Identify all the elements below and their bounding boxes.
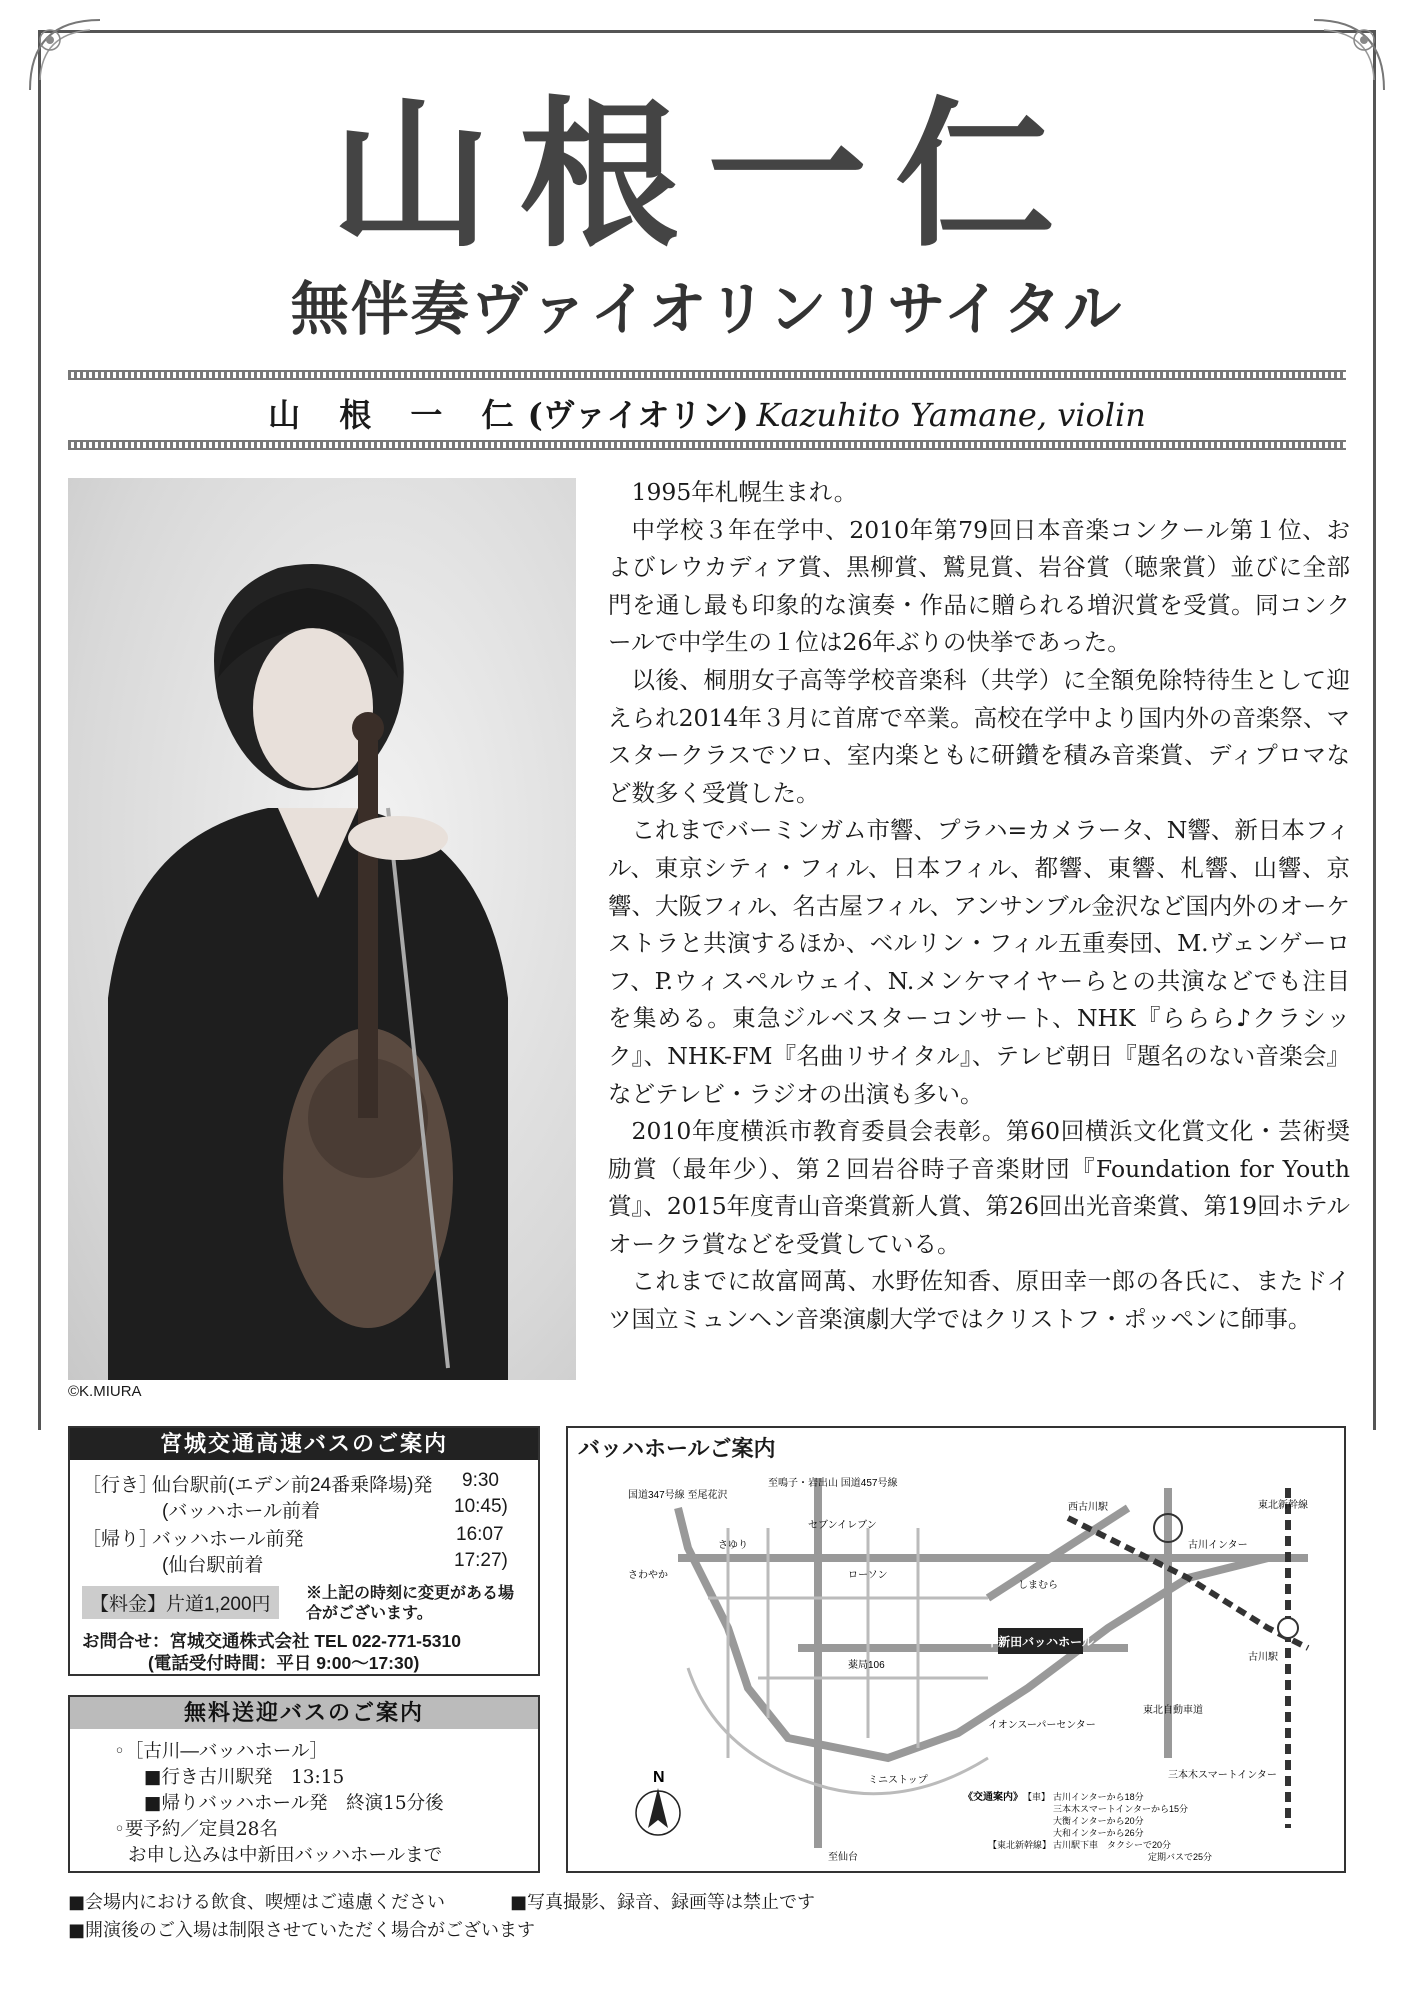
- note-no-food: ■会場内における飲食、喫煙はご遠慮ください: [68, 1892, 446, 1913]
- access-line-6: 定期バスで25分: [1148, 1852, 1213, 1862]
- highway-bus-title: 宮城交通高速バスのご案内: [70, 1428, 538, 1460]
- bio-paragraph: 2010年度横浜市教育委員会表彰。第60回横浜文化賞文化・芸術奨励賞（最年少）、第２回岩谷時子音楽財団『Foundation for Youth 賞』、2015年度青山音楽賞新人賞、第26回出光音楽賞、第19回ホテルオークラ賞などを受賞している。: [608, 1117, 1350, 1258]
- bio-paragraph: これまでバーミンガム市響、プラハ=カメラータ、N響、新日本フィル、東京シティ・フィル、日本フィル、都響、東響、札響、山響、京響、大阪フィル、名古屋フィル、アンサンブル金沢など国内外のオーケストラと共演するほか、ベルリン・フィル五重奏団、M.ヴェンゲーロフ、P.ウィスペルウェイ、N.メンケマイヤーらとの共演などでも注目を集める。東急ジルベスターコンサート、NHK『ららら♪クラシック』、NHK-FM『名曲リサイタル』、テレビ朝日『題名のない音楽会』などテレビ・ラジオの出演も多い。: [608, 816, 1350, 1108]
- map-label-ministop: ミニストップ: [868, 1775, 928, 1786]
- map-label-seven: セブンイレブン: [808, 1520, 877, 1531]
- north-arrow-icon: [636, 1788, 680, 1835]
- access-train-label: 【東北新幹線】: [988, 1840, 1052, 1850]
- performer-name: [0, 390, 1414, 436]
- bio-paragraph: 以後、桐朋女子高等学校音楽科（共学）に全額免除特待生として迎えられ2014年３月に首席で卒業。高校在学中より国内外の音楽祭、マスタークラスでソロ、室内楽ともに研鑽を積み音楽賞、ディプロマなど数多く受賞した。: [608, 665, 1350, 807]
- access-map: [566, 1426, 1346, 1873]
- access-line-5: 古川駅下車 タクシーで20分: [1053, 1840, 1172, 1850]
- highway-bus-info: [68, 1426, 540, 1676]
- bus-return-arrive-time: 17:27): [454, 1550, 508, 1571]
- page-subtitle: 無伴奏ヴァイオリンリサイタル: [290, 275, 1124, 343]
- bus-outbound-stop: 仙台駅前(エデン前24番乗降場)発: [152, 1475, 433, 1496]
- map-label-lawson: ローソン: [848, 1570, 888, 1581]
- photo-credit: ©K.MIURA: [68, 1383, 142, 1400]
- bus-notice: ※上記の時刻に変更がある場合がございます。: [306, 1585, 515, 1622]
- shuttle-outbound: ■行き古川駅発 13:15: [144, 1767, 345, 1788]
- performer-instrument: (ヴァイオリン): [527, 396, 749, 434]
- performer-photo: [68, 478, 576, 1380]
- shuttle-route: ◦［古川―バッハホール］: [114, 1741, 329, 1762]
- map-title: バッハホールご案内: [578, 1436, 776, 1461]
- map-label-shimamura: しまむら: [1018, 1580, 1058, 1591]
- map-venue-label: 中新田バッハホール: [986, 1635, 1094, 1649]
- access-title: 《交通案内》: [963, 1792, 1023, 1803]
- bus-return-label: ［帰り］: [82, 1529, 159, 1550]
- map-label-sanbongi: 三本木スマートインター: [1168, 1770, 1277, 1781]
- bus-return-stop: バッハホール前発: [152, 1529, 304, 1550]
- access-line-3: 大衡インターから20分: [1053, 1816, 1144, 1826]
- access-line-4: 大和インターから26分: [1053, 1828, 1144, 1838]
- bus-outbound-label: ［行き］: [82, 1475, 159, 1496]
- map-label-aeon: イオンスーパーセンター: [988, 1720, 1096, 1731]
- map-drawing-icon: [568, 1428, 1344, 1871]
- bio-paragraph: これまでに故富岡萬、水野佐知香、原田幸一郎の各氏に、またドイツ国立ミュンヘン音楽演劇大学ではクリストフ・ポッペンに師事。: [608, 1267, 1350, 1334]
- violinist-silhouette-icon: [68, 478, 576, 1380]
- biography: [608, 474, 1350, 1339]
- free-shuttle-info: [68, 1695, 540, 1873]
- bus-return-time: 16:07: [456, 1524, 504, 1545]
- map-label-route347: 国道347号線 至尾花沢: [628, 1490, 728, 1501]
- north-label: N: [653, 1769, 665, 1786]
- divider-bottom: [68, 440, 1346, 450]
- note-no-recording: ■写真撮影、録音、録画等は禁止です: [510, 1892, 816, 1913]
- ornament-top-right-icon: [1304, 10, 1394, 100]
- bus-outbound-arrive: (バッハホール前着: [162, 1501, 320, 1522]
- shuttle-return: ■帰りバッハホール発 終演15分後: [144, 1793, 444, 1814]
- bus-outbound-time: 9:30: [462, 1470, 499, 1491]
- map-label-nishifurukawa: 西古川駅: [1068, 1502, 1108, 1513]
- ornament-top-left-icon: [20, 10, 110, 100]
- bio-paragraph: 1995年札幌生まれ。: [631, 478, 858, 506]
- performer-name-jp: 山 根 一 仁: [268, 396, 528, 434]
- map-label-expressway: 東北自動車道: [1143, 1705, 1203, 1716]
- map-label-bath: さわやか: [628, 1570, 668, 1581]
- shuttle-apply: お申し込みは中新田バッハホールまで: [128, 1845, 443, 1866]
- performer-name-en: Kazuhito Yamane, violin: [756, 396, 1146, 434]
- bus-hours: (電話受付時間：平日 9:00〜17:30): [148, 1653, 420, 1673]
- map-label-furukawa-ic: 古川インター: [1188, 1540, 1248, 1551]
- divider-top: [68, 370, 1346, 380]
- map-label-route457: 至鳴子・岩出山 国道457号線: [768, 1478, 898, 1489]
- note-late-entry: ■開演後のご入場は制限させていただく場合がございます: [68, 1920, 536, 1941]
- bus-contact: お問合せ：宮城交通株式会社 TEL 022-771-5310: [82, 1631, 461, 1651]
- page-title: 山根一仁: [330, 81, 1083, 269]
- map-label-106: 薬局106: [848, 1660, 885, 1671]
- map-label-sendai: 至仙台: [828, 1852, 858, 1863]
- map-label-shinkansen: 東北新幹線: [1258, 1500, 1308, 1511]
- access-line-2: 三本木スマートインターから15分: [1053, 1804, 1189, 1814]
- map-label-sayuri: さゆり: [718, 1540, 748, 1551]
- access-car-label: 【車】: [1023, 1792, 1051, 1802]
- bus-return-arrive: (仙台駅前着: [162, 1555, 264, 1576]
- map-label-furukawa-st: 古川駅: [1248, 1652, 1278, 1663]
- shuttle-reserve: ◦要予約／定員28名: [114, 1819, 278, 1840]
- access-line-1: 古川インターから18分: [1053, 1792, 1144, 1802]
- bus-outbound-arrive-time: 10:45): [454, 1496, 508, 1517]
- bio-paragraph: 中学校３年在学中、2010年第79回日本音楽コンクール第１位、およびレウカディア賞、黒柳賞、鷲見賞、岩谷賞（聴衆賞）並びに全部門を通し最も印象的な演奏・作品に贈られる増沢賞を受賞。同コンクールで中学生の１位は26年ぶりの快挙であった。: [608, 515, 1350, 657]
- free-shuttle-title: 無料送迎バスのご案内: [70, 1697, 538, 1729]
- bus-fee: 【料金】片道1,200円: [82, 1586, 279, 1619]
